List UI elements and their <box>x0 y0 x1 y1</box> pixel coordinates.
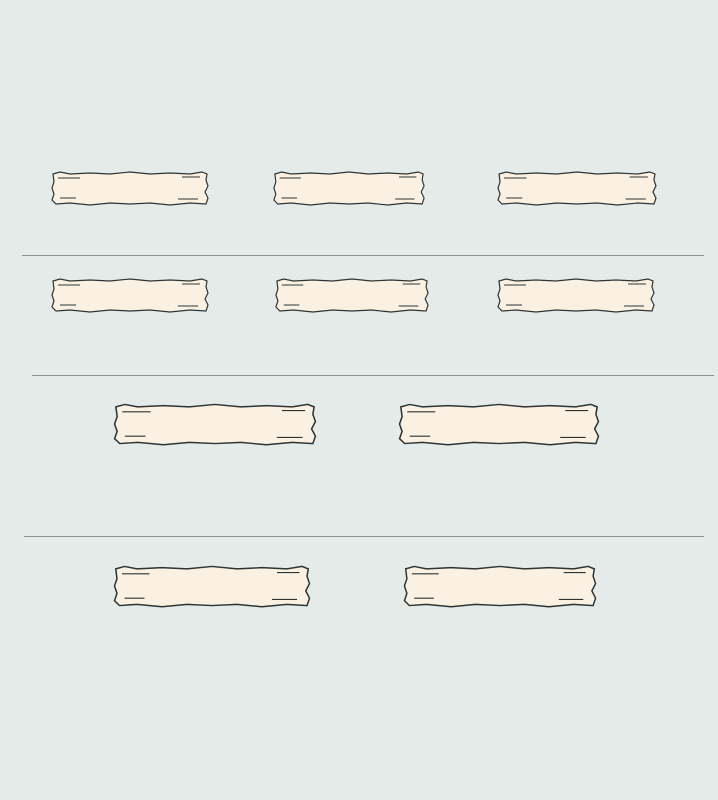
tape-icon <box>272 170 426 206</box>
tape-icon <box>112 564 312 608</box>
date-tape-jan29-feb5 <box>112 402 318 446</box>
tape-icon <box>50 170 210 206</box>
top-bunting <box>0 0 718 100</box>
divider <box>24 536 704 537</box>
tape-icon <box>496 277 656 313</box>
date-tape-jan-14 <box>50 170 210 206</box>
bottom-bunting <box>0 696 718 800</box>
date-tape-mar5 <box>402 564 598 608</box>
date-tape-jan-27 <box>50 277 210 313</box>
tape-icon <box>112 402 318 446</box>
date-tape-feb3-feb6 <box>397 402 601 446</box>
tape-icon <box>397 402 601 446</box>
date-tape-jan-28 <box>274 277 430 313</box>
date-tape-feb9-mar20 <box>112 564 312 608</box>
tape-icon <box>50 277 210 313</box>
date-tape-jan-16 <box>496 170 658 206</box>
tape-icon <box>402 564 598 608</box>
divider <box>32 375 714 376</box>
date-tape-jan-15 <box>272 170 426 206</box>
divider <box>22 255 704 256</box>
date-tape-jan-29 <box>496 277 656 313</box>
tape-icon <box>496 170 658 206</box>
tape-icon <box>274 277 430 313</box>
